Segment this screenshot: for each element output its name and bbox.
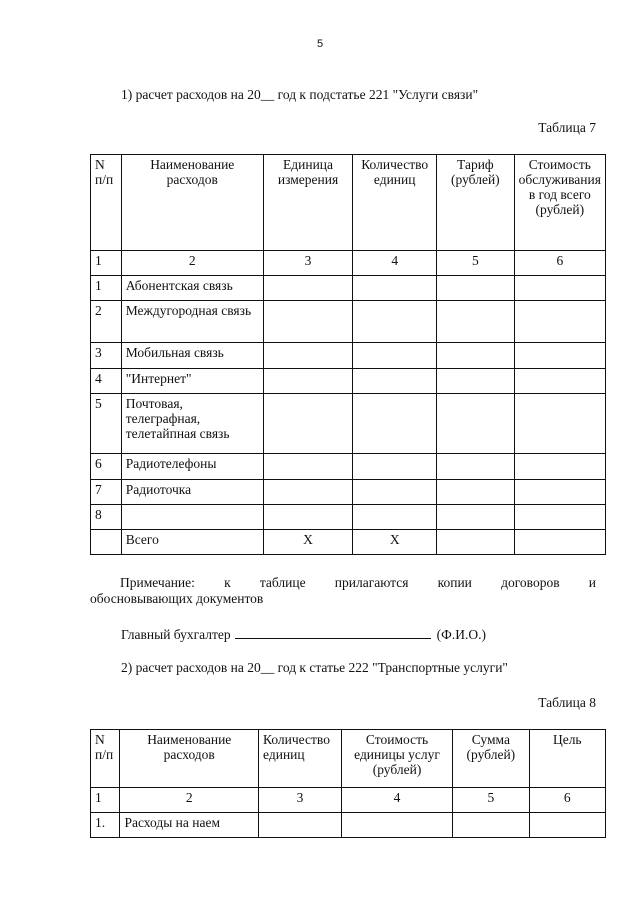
numbering-cell: 2 (121, 251, 263, 276)
row-name: Расходы на наем (120, 813, 259, 838)
row-number: 1 (91, 276, 122, 301)
table-row (91, 505, 606, 530)
row-cost (514, 343, 605, 369)
row-quantity (259, 813, 342, 838)
row-name: Радиотелефоны (121, 454, 263, 480)
row-purpose (529, 813, 605, 838)
row-name: "Интернет" (121, 369, 263, 394)
table-7 (90, 154, 606, 555)
row-cost (514, 454, 605, 480)
col-header-quantity: Количество единиц (259, 730, 342, 788)
row-unit (263, 394, 353, 454)
table-row (91, 276, 606, 301)
table-8 (90, 729, 606, 838)
numbering-cell: 5 (437, 251, 515, 276)
total-label: Всего (121, 530, 263, 555)
row-quantity (353, 276, 437, 301)
row-unit (263, 343, 353, 369)
row-quantity (353, 394, 437, 454)
signature-label: Главный бухгалтер (121, 627, 231, 642)
table-row (91, 369, 606, 394)
total-quantity-mark: X (353, 530, 437, 555)
row-number: 7 (91, 480, 122, 505)
total-tariff (437, 530, 515, 555)
row-cost (514, 480, 605, 505)
table-row (91, 813, 606, 838)
col-header-name: Наименование расходов (120, 730, 259, 788)
col-header-number: N п/п (91, 155, 122, 251)
row-number: 5 (91, 394, 122, 454)
row-tariff (437, 369, 515, 394)
numbering-row (91, 251, 606, 276)
table-row (91, 301, 606, 343)
table-header-row (91, 730, 606, 788)
row-tariff (437, 276, 515, 301)
row-tariff (437, 343, 515, 369)
total-unit-mark: X (263, 530, 353, 555)
table7-caption: Таблица 7 (538, 120, 596, 135)
numbering-cell: 5 (453, 788, 529, 813)
note (90, 575, 596, 607)
col-header-tariff: Тариф (рублей) (437, 155, 515, 251)
numbering-cell: 4 (341, 788, 452, 813)
row-tariff (437, 394, 515, 454)
numbering-cell: 6 (514, 251, 605, 276)
page-number: 5 (316, 38, 324, 50)
col-header-purpose: Цель (529, 730, 605, 788)
note-line-2: обосновывающих документов (90, 591, 264, 606)
section2-heading: 2) расчет расходов на 20__ год к статье 222 "Транспортные услуги" (121, 660, 508, 675)
row-tariff (437, 454, 515, 480)
row-cost (514, 276, 605, 301)
row-tariff (437, 301, 515, 343)
row-cost (514, 505, 605, 530)
col-header-name: Наименование расходов (121, 155, 263, 251)
row-tariff (437, 480, 515, 505)
total-row (91, 530, 606, 555)
row-unit (263, 505, 353, 530)
table-header-row (91, 155, 606, 251)
row-name: Междугородная связь (121, 301, 263, 343)
col-header-quantity: Количество единиц (353, 155, 437, 251)
numbering-cell: 4 (353, 251, 437, 276)
row-number: 4 (91, 369, 122, 394)
row-number: 3 (91, 343, 122, 369)
signature-line (121, 627, 486, 643)
note-line-1: Примечание: к таблице прилагаются копии договоров и (120, 575, 596, 590)
numbering-cell: 2 (120, 788, 259, 813)
col-header-sum: Сумма (рублей) (453, 730, 529, 788)
row-quantity (353, 369, 437, 394)
row-unit-cost (341, 813, 452, 838)
row-name: Абонентская связь (121, 276, 263, 301)
row-unit (263, 454, 353, 480)
row-name: Почтовая, телеграфная, телетайпная связь (121, 394, 263, 454)
row-name: Радиоточка (121, 480, 263, 505)
section1-heading: 1) расчет расходов на 20__ год к подстатье 221 "Услуги связи" (121, 87, 479, 102)
row-cost (514, 301, 605, 343)
row-number: 1. (91, 813, 120, 838)
signature-blank (235, 627, 431, 639)
numbering-cell: 1 (91, 788, 120, 813)
numbering-cell: 3 (259, 788, 342, 813)
row-name: Мобильная связь (121, 343, 263, 369)
table-row (91, 480, 606, 505)
col-header-number: N п/п (91, 730, 120, 788)
row-number: 2 (91, 301, 122, 343)
row-sum (453, 813, 529, 838)
row-quantity (353, 480, 437, 505)
row-unit (263, 276, 353, 301)
row-quantity (353, 505, 437, 530)
col-header-unit: Единица измерения (263, 155, 353, 251)
row-number: 8 (91, 505, 122, 530)
signature-suffix: (Ф.И.О.) (436, 627, 486, 642)
total-cost (514, 530, 605, 555)
row-quantity (353, 301, 437, 343)
table-row (91, 394, 606, 454)
row-unit (263, 480, 353, 505)
col-header-unit-cost: Стоимость единицы услуг (рублей) (341, 730, 452, 788)
row-quantity (353, 343, 437, 369)
numbering-cell: 1 (91, 251, 122, 276)
row-cost (514, 369, 605, 394)
table-row (91, 343, 606, 369)
row-number: 6 (91, 454, 122, 480)
numbering-row (91, 788, 606, 813)
row-cost (514, 394, 605, 454)
row-name (121, 505, 263, 530)
row-unit (263, 301, 353, 343)
row-unit (263, 369, 353, 394)
table-row (91, 454, 606, 480)
total-number (91, 530, 122, 555)
numbering-cell: 6 (529, 788, 605, 813)
col-header-cost: Стоимость обслуживания в год всего (рублей) (514, 155, 605, 251)
row-tariff (437, 505, 515, 530)
row-quantity (353, 454, 437, 480)
table8-caption: Таблица 8 (538, 695, 596, 710)
numbering-cell: 3 (263, 251, 353, 276)
